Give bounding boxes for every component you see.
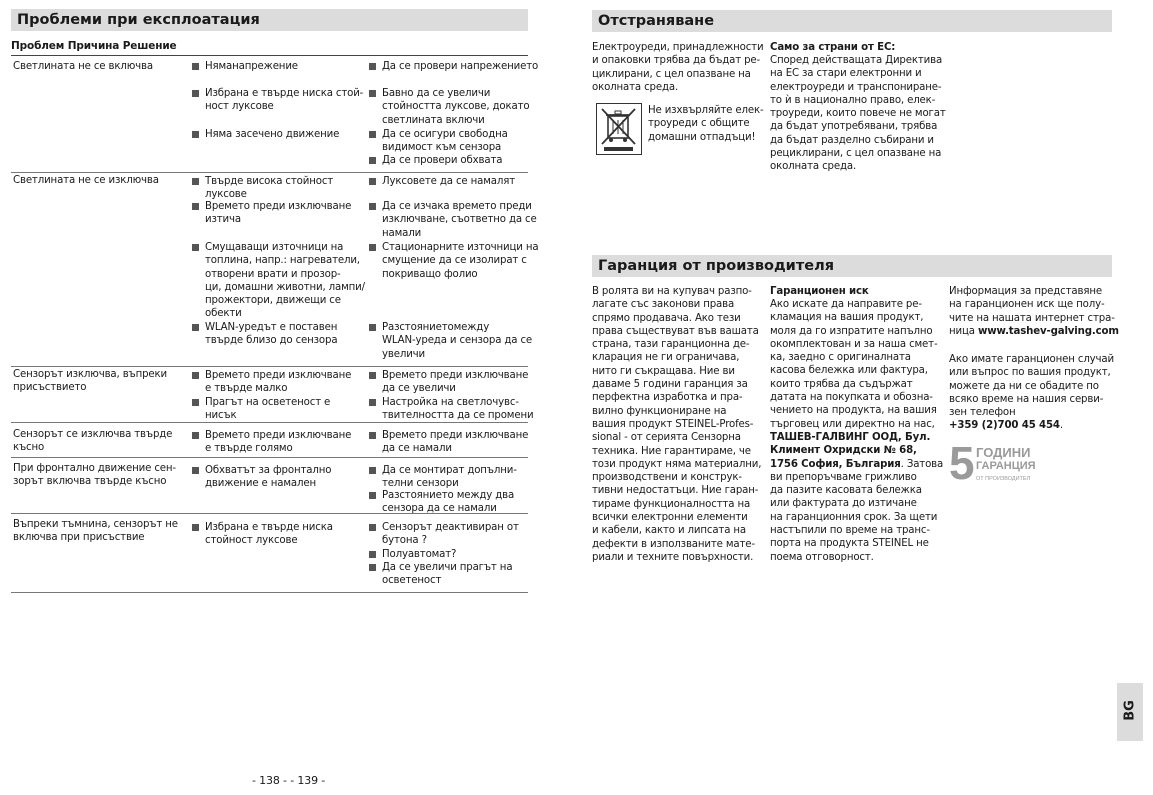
bullet-square-icon <box>369 492 376 499</box>
cause-item <box>192 521 333 548</box>
solution-item <box>369 396 533 423</box>
warranty-col3-service-text: Ако имате гаранционен случай или въпрос по вашия продукт, можете да ни се обадите по всяко време на нашия серви- зен телефон <box>949 354 1114 419</box>
bullet-square-icon <box>369 324 376 331</box>
solution-item <box>369 175 515 188</box>
cause-text: Избрана е твърде ниска стой- ност луксове <box>205 88 364 113</box>
warranty-claim-heading: Гаранционен иск <box>770 286 869 297</box>
cause-text: Твърде висока стойност луксове <box>205 176 334 201</box>
solution-item <box>369 321 532 361</box>
cause-item <box>192 429 351 456</box>
solution-text: Стационарните източници на смущение да се изолират с покриващо фолио <box>382 242 539 280</box>
troubleshooting-title: Проблеми при експлоатация <box>11 9 528 31</box>
row-divider <box>11 422 528 423</box>
solution-text: Да се осигури свободна видимост към сензора <box>382 129 508 154</box>
bullet-square-icon <box>192 372 199 379</box>
solution-item <box>369 521 519 548</box>
solution-item <box>369 561 512 588</box>
cause-item <box>192 396 330 423</box>
solution-text: Времето преди изключване да се увеличи <box>382 370 529 395</box>
warranty-col2 <box>770 298 943 564</box>
row-divider <box>11 172 528 173</box>
eu-heading: Само за страни от ЕС: <box>770 42 896 53</box>
warranty-col2-text-end: . Затова ви препоръчваме грижливо да пазите касовата бележка или фактурата до изтичане на гаранционния срок. За щети настъпили по време на транс- порта на продукта STEINEL не поема отговорност. <box>770 458 944 563</box>
row-divider <box>11 513 528 514</box>
warranty-col1: В ролята ви на купувач разпо- лагате със законови права спрямо продавача. Ако тези права съществуват във вашата страна, тази гаранционна де- кларация не ги ограничава, нито ги съкращава. Ние ви даваме 5 години гаранция за перфектна изработка и пра- вилно функциониране на вашия продукт STEINEL-Profes- sional - от серията Сензорна техника. Ние гарантираме, че този продукт няма материални, производствени и конструк- тивни недостатъци. Ние гаран- тираме функционалността на всички електронни елементи и кабели, както и липсата на дефекти в използваните мате- риали и техните повърхности. <box>592 286 762 563</box>
cause-text: Избрана е твърде ниска стойност луксове <box>205 522 333 547</box>
disposal-intro: Електроуреди, принадлежности и опаковки трябва да бъдат ре- циклирани, с цел опазване на околната среда. <box>592 42 764 93</box>
cause-text: Прагът на осветеност е нисък <box>205 397 331 422</box>
bullet-square-icon <box>192 324 199 331</box>
solution-text: Сензорът деактивиран от бутона ? <box>382 522 519 547</box>
bullet-square-icon <box>369 432 376 439</box>
bullet-square-icon <box>369 524 376 531</box>
problem-cell: Сензорът изключва, въпреки присъствието <box>13 369 168 394</box>
cause-text: Обхватът за фронтално движение е намален <box>205 465 332 490</box>
solution-text: Времето преди изключване да се намали <box>382 430 529 455</box>
bullet-square-icon <box>369 203 376 210</box>
solution-item <box>369 87 529 127</box>
bullet-square-icon <box>369 372 376 379</box>
solution-text: Бавно да се увеличи стойността луксове, докато светлината включи <box>382 88 530 126</box>
bullet-square-icon <box>192 63 199 70</box>
solution-text: Да се монтират допълни- телни сензори <box>382 465 517 490</box>
solution-text: Да се провери обхвата <box>382 155 503 166</box>
cause-item <box>192 241 365 321</box>
bullet-square-icon <box>369 399 376 406</box>
solution-text: Разстоянието между два сензора да се намали <box>382 490 515 515</box>
bullet-square-icon <box>369 551 376 558</box>
row-divider <box>11 366 528 367</box>
solution-text: Разстояниетомежду WLAN-уреда и сензора да се увеличи <box>382 322 533 360</box>
bullet-square-icon <box>192 131 199 138</box>
solution-item <box>369 128 508 155</box>
solution-item <box>369 548 456 561</box>
solution-item <box>369 60 538 73</box>
bullet-square-icon <box>369 178 376 185</box>
solution-item <box>369 241 538 281</box>
problem-cell: Светлината не се включва <box>13 61 153 72</box>
bullet-square-icon <box>192 399 199 406</box>
warranty-url-link[interactable]: www.tashev-galving.com <box>977 325 1119 337</box>
warranty-phone-end: . <box>1059 420 1063 432</box>
bullet-square-icon <box>369 564 376 571</box>
cause-item <box>192 369 351 396</box>
cause-item <box>192 464 331 491</box>
cause-text: Смущаващи източници на топлина, напр.: нагреватели, отворени врати и прозор- ци, домашни животни, лампи/ прожектори, движещи се обекти <box>205 242 365 320</box>
warranty-col3-info <box>949 285 1119 338</box>
problem-cell: Въпреки тъмнина, сензорът не включва при присъствие <box>13 519 178 544</box>
badge-line3: ОТ ПРОИЗВОДИТЕЛ <box>976 476 1031 482</box>
cause-text: Времето преди изключване изтича <box>205 201 352 226</box>
badge-line1: ГОДИНИ <box>976 445 1031 460</box>
language-tab-label: BG <box>1122 700 1138 721</box>
language-tab <box>1117 683 1143 741</box>
table-header: Проблем Причина Решение <box>11 40 177 52</box>
disposal-bin-note: Не изхвърляйте елек- троуреди с общите домашни отпадъци! <box>648 105 764 143</box>
bullet-square-icon <box>192 90 199 97</box>
warranty-company-address: ТАШЕВ-ГАЛВИНГ ООД, Бул. Климент Охридски № 68, 1756 София, България <box>770 431 931 470</box>
cause-text: Няма засечено движение <box>205 129 340 140</box>
cause-item <box>192 200 351 227</box>
solution-text: Луксовете да се намалят <box>382 176 515 187</box>
cause-item <box>192 321 337 348</box>
solution-text: Настройка на светлочувс- твителността да се промени <box>382 397 534 422</box>
solution-item <box>369 464 517 491</box>
solution-text: Да се увеличи прагът на осветеност <box>382 562 513 587</box>
bullet-square-icon <box>192 467 199 474</box>
solution-item <box>369 154 502 167</box>
row-divider <box>11 592 528 593</box>
bullet-square-icon <box>369 63 376 70</box>
bullet-square-icon <box>369 467 376 474</box>
cause-text: Няманапрежение <box>205 61 298 72</box>
table-header-rule <box>11 55 528 56</box>
warranty-col2-text: Ако искате да направите ре- кламация на вашия продукт, моля да го изпратите напълно окомплектован и за наша смет- ка, заедно с оригиналната касова бележка или фактура, които трябва да съдържат датата на покупката и обозна- чението на продукта, на вашия търговец или директно на нас, <box>770 299 938 430</box>
warranty-phone: +359 (2)700 45 454 <box>949 420 1060 432</box>
solution-text: Да се провери напрежението <box>382 61 539 72</box>
solution-item <box>369 489 514 516</box>
disposal-title: Отстраняване <box>592 10 1112 32</box>
cause-text: WLAN-уредът е поставен твърде близо до сензора <box>205 322 338 347</box>
cause-item <box>192 60 298 73</box>
cause-text: Времето преди изключване е твърде голямо <box>205 430 352 455</box>
cause-text: Времето преди изключване е твърде малко <box>205 370 352 395</box>
bullet-square-icon <box>369 157 376 164</box>
problem-cell: При фронтално движение сен- зорът включва твърде късно <box>13 463 176 488</box>
bullet-square-icon <box>192 432 199 439</box>
warranty-col3-phone-block <box>949 353 1114 433</box>
solution-text: Полуавтомат? <box>382 549 457 560</box>
bullet-square-icon <box>369 90 376 97</box>
solution-item <box>369 429 528 456</box>
warranty-title: Гаранция от производителя <box>592 255 1112 277</box>
eu-text: Според действащата Директива на ЕС за стари електронни и електроуреди и транспониране- то ѝ в национално право, елек- троуреди, които повече не могат да бъдат употребявани, трябва да бъдат разделно събирани и рециклирани, с цел опазване на околната среда. <box>770 55 946 173</box>
bullet-square-icon <box>192 244 199 251</box>
bullet-square-icon <box>192 178 199 185</box>
bullet-square-icon <box>192 524 199 531</box>
badge-line2: ГАРАНЦИЯ <box>976 460 1036 472</box>
problem-cell: Светлината не се изключва <box>13 175 159 186</box>
warranty-col3-text: Информация за представяне на гаранционен иск ще полу- чите на нашата интернет стра- ница <box>949 286 1115 337</box>
cause-item <box>192 87 363 114</box>
row-divider <box>11 457 528 458</box>
solution-item <box>369 200 537 240</box>
problem-cell: Сензорът се изключва твърде късно <box>13 429 173 454</box>
bullet-square-icon <box>192 203 199 210</box>
crossed-out-wheelie-bin-icon <box>596 103 642 155</box>
cause-item <box>192 128 339 141</box>
bullet-square-icon <box>369 244 376 251</box>
solution-text: Да се изчака времето преди изключване, съответно да се намали <box>382 201 537 239</box>
five-year-warranty-badge <box>949 437 1039 489</box>
page-numbers: - 138 - - 139 - <box>252 774 326 787</box>
bullet-square-icon <box>369 131 376 138</box>
solution-item <box>369 369 528 396</box>
cause-item <box>192 175 333 202</box>
badge-number: 5 <box>949 437 975 489</box>
